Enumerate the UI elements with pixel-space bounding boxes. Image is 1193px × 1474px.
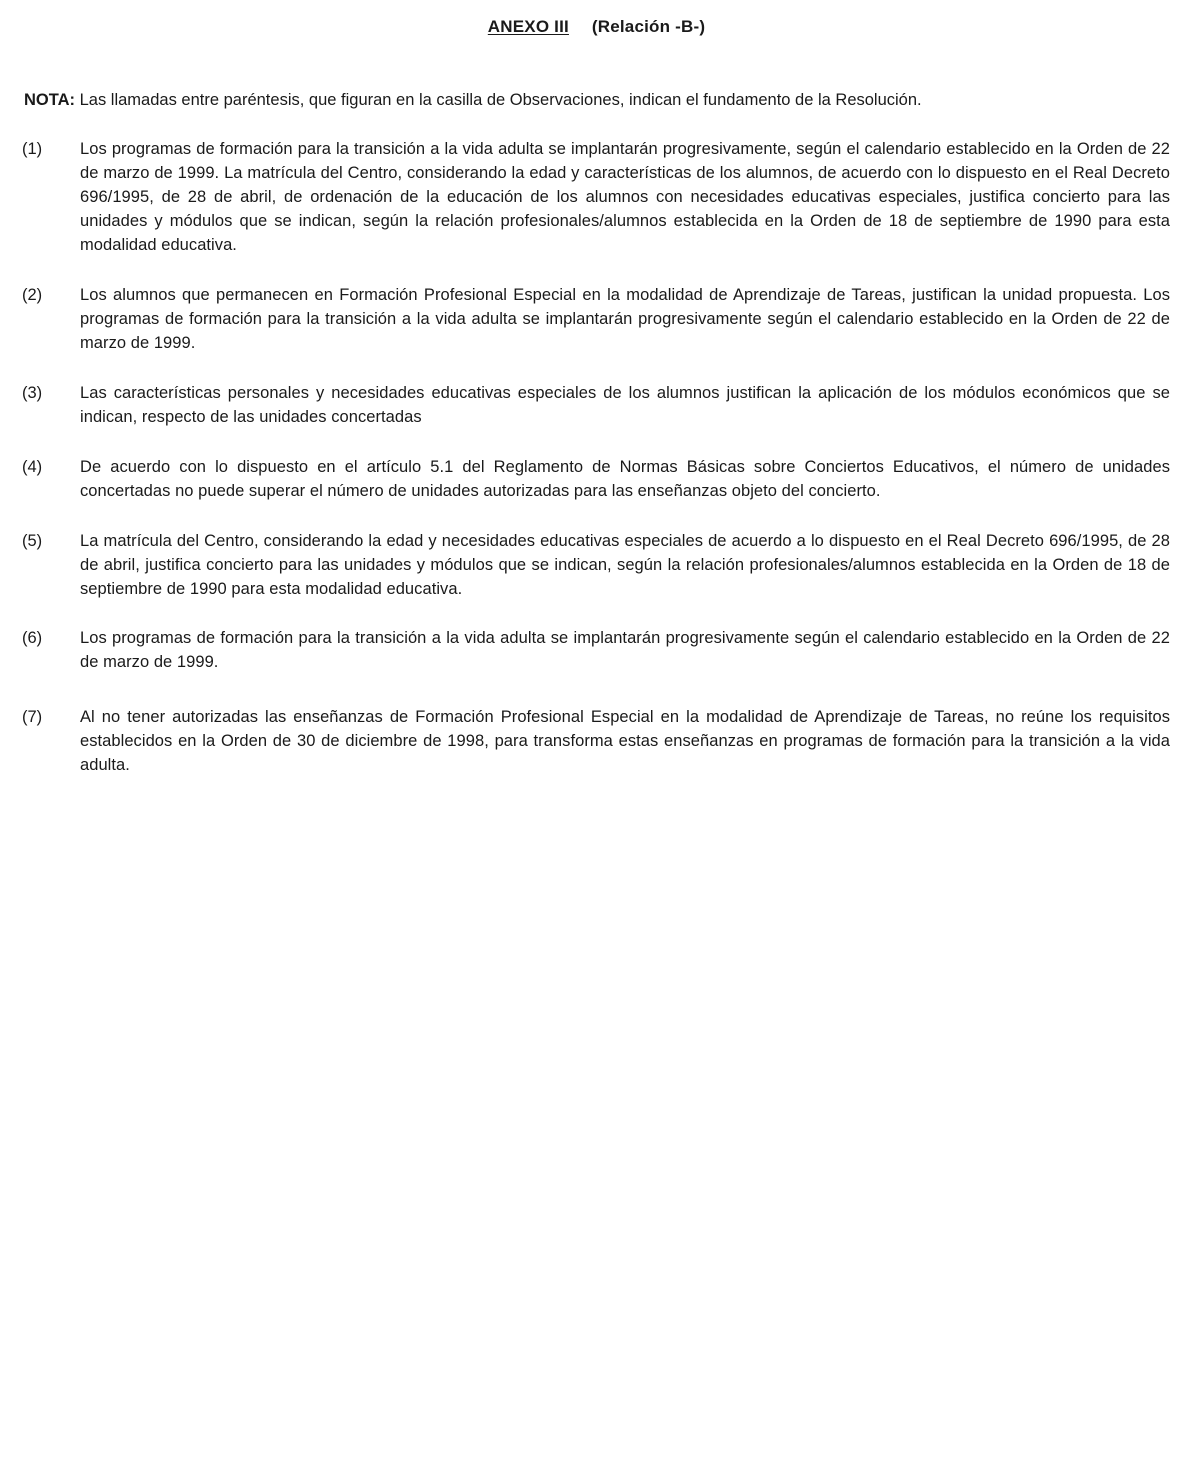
annex-title: ANEXO III (487, 17, 569, 36)
list-item (22, 626, 1170, 674)
item-number: (3) (22, 384, 43, 402)
note-text: Las llamadas entre paréntesis, que figuran en la casilla de Observaciones, indican el fundamento de la Resolución. (79, 91, 922, 109)
page-title (0, 17, 1193, 37)
item-number: (6) (22, 629, 43, 647)
item-text: Los alumnos que permanecen en Formación Profesional Especial en la modalidad de Aprendizaje de Tareas, justifican la unidad propuesta. Los programas de formación para la transición a la vida adulta se implantarán progresivamente según el calendario establecido en la Orden de 22 de marzo de 1999. (80, 286, 1170, 352)
item-text: Al no tener autorizadas las enseñanzas de Formación Profesional Especial en la modalidad de Aprendizaje de Tareas, no reúne los requisitos establecidos en la Orden de 30 de diciembre de 1998, para transforma estas enseñanzas en programas de formación para la transición a la vida adulta. (80, 708, 1170, 774)
item-number: (5) (22, 532, 43, 550)
list-item (22, 137, 1170, 257)
note-paragraph (24, 88, 1174, 112)
item-number: (7) (22, 708, 43, 726)
item-number: (1) (22, 140, 43, 158)
list-item (22, 529, 1170, 601)
item-number: (4) (22, 458, 43, 476)
annex-subtitle: (Relación -B-) (591, 17, 706, 36)
list-item (22, 705, 1170, 777)
item-text: La matrícula del Centro, considerando la edad y necesidades educativas especiales de acuerdo a lo dispuesto en el Real Decreto 696/1995, de 28 de abril, justifica concierto para las unidades y módulos que se indican, según la relación profesionales/alumnos establecida en la Orden de 18 de septiembre de 1990 para esta modalidad educativa. (80, 532, 1170, 598)
item-text: Los programas de formación para la transición a la vida adulta se implantarán progresivamente según el calendario establecido en la Orden de 22 de marzo de 1999. (80, 629, 1170, 671)
item-number: (2) (22, 286, 43, 304)
list-item (22, 455, 1170, 503)
item-text: De acuerdo con lo dispuesto en el artículo 5.1 del Reglamento de Normas Básicas sobre Conciertos Educativos, el número de unidades concertadas no puede superar el número de unidades autorizadas para las enseñanzas objeto del concierto. (80, 458, 1170, 500)
note-label: NOTA: (24, 91, 76, 109)
list-item (22, 381, 1170, 429)
item-text: Los programas de formación para la transición a la vida adulta se implantarán progresivamente, según el calendario establecido en la Orden de 22 de marzo de 1999. La matrícula del Centro, considerando la edad y características de los alumnos, de acuerdo con lo dispuesto en el Real Decreto 696/1995, de 28 de abril, de ordenación de la educación de los alumnos con necesidades educativas especiales, justifica concierto para las unidades y módulos que se indican, según la relación profesionales/alumnos establecida en la Orden de 18 de septiembre de 1990 para esta modalidad educativa. (80, 140, 1170, 254)
item-text: Las características personales y necesidades educativas especiales de los alumnos justifican la aplicación de los módulos económicos que se indican, respecto de las unidades concertadas (80, 384, 1170, 426)
list-item (22, 283, 1170, 355)
